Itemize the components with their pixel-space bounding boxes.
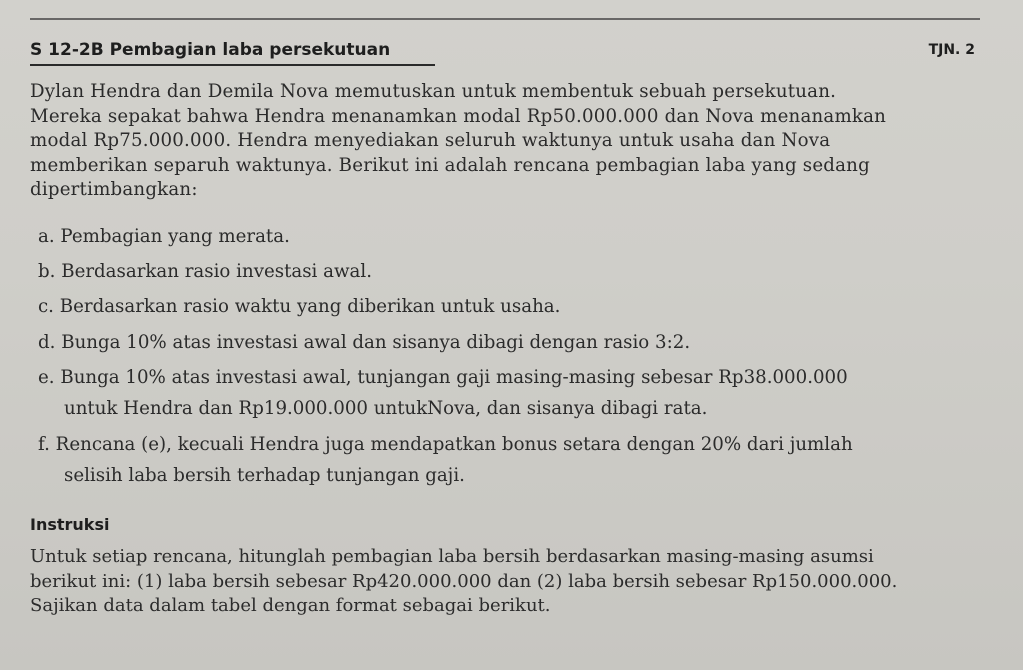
top-rule: [30, 18, 980, 20]
title-underline: [30, 64, 435, 66]
plan-item-f: [38, 434, 853, 486]
plan-text: c. Berdasarkan rasio waktu yang diberikan untuk usaha.: [38, 296, 561, 317]
plan-text: b. Berdasarkan rasio investasi awal.: [38, 261, 372, 282]
intro-line: Mereka sepakat bahwa Hendra menanamkan modal Rp50.000.000 dan Nova menanamkan: [30, 105, 887, 127]
plan-continuation: selisih laba bersih terhadap tunjangan gaji.: [64, 465, 465, 486]
intro-paragraph: [30, 80, 990, 203]
instruction-line: Sajikan data dalam tabel dengan format sebagai berikut.: [30, 595, 551, 616]
plan-item-e: [38, 367, 848, 419]
plan-text: f. Rencana (e), kecuali Hendra juga mendapatkan bonus setara dengan 20% dari jumlah: [38, 434, 853, 455]
plan-continuation: untuk Hendra dan Rp19.000.000 untukNova, dan sisanya dibagi rata.: [64, 398, 708, 419]
learning-objective: TJN. 2: [928, 42, 975, 58]
exercise-header: [30, 40, 985, 68]
plan-text: d. Bunga 10% atas investasi awal dan sisanya dibagi dengan rasio 3:2.: [38, 332, 691, 353]
exercise-title: S 12-2B Pembagian laba persekutuan: [30, 40, 391, 60]
intro-line: memberikan separuh waktunya. Berikut ini adalah rencana pembagian laba yang sedang: [30, 154, 870, 176]
plan-item-d: [38, 332, 690, 353]
intro-line: Dylan Hendra dan Demila Nova memutuskan untuk membentuk sebuah persekutuan.: [30, 81, 837, 102]
intro-line: modal Rp75.000.000. Hendra menyediakan seluruh waktunya untuk usaha dan Nova: [30, 130, 831, 152]
plan-item-b: [38, 261, 372, 282]
plan-text: e. Bunga 10% atas investasi awal, tunjangan gaji masing-masing sebesar Rp38.000.000: [38, 367, 848, 388]
instructions-heading: Instruksi: [30, 515, 110, 534]
intro-line: dipertimbangkan:: [30, 179, 198, 201]
instruction-line: berikut ini: (1) laba bersih sebesar Rp420.000.000 dan (2) laba bersih sebesar Rp150.000.000.: [30, 570, 898, 592]
plan-item-c: [38, 296, 560, 317]
plan-item-a: [38, 226, 290, 247]
plan-text: a. Pembagian yang merata.: [38, 226, 290, 247]
instructions-paragraph: [30, 545, 1010, 619]
instruction-line: Untuk setiap rencana, hitunglah pembagian laba bersih berdasarkan masing-masing asumsi: [30, 546, 874, 567]
